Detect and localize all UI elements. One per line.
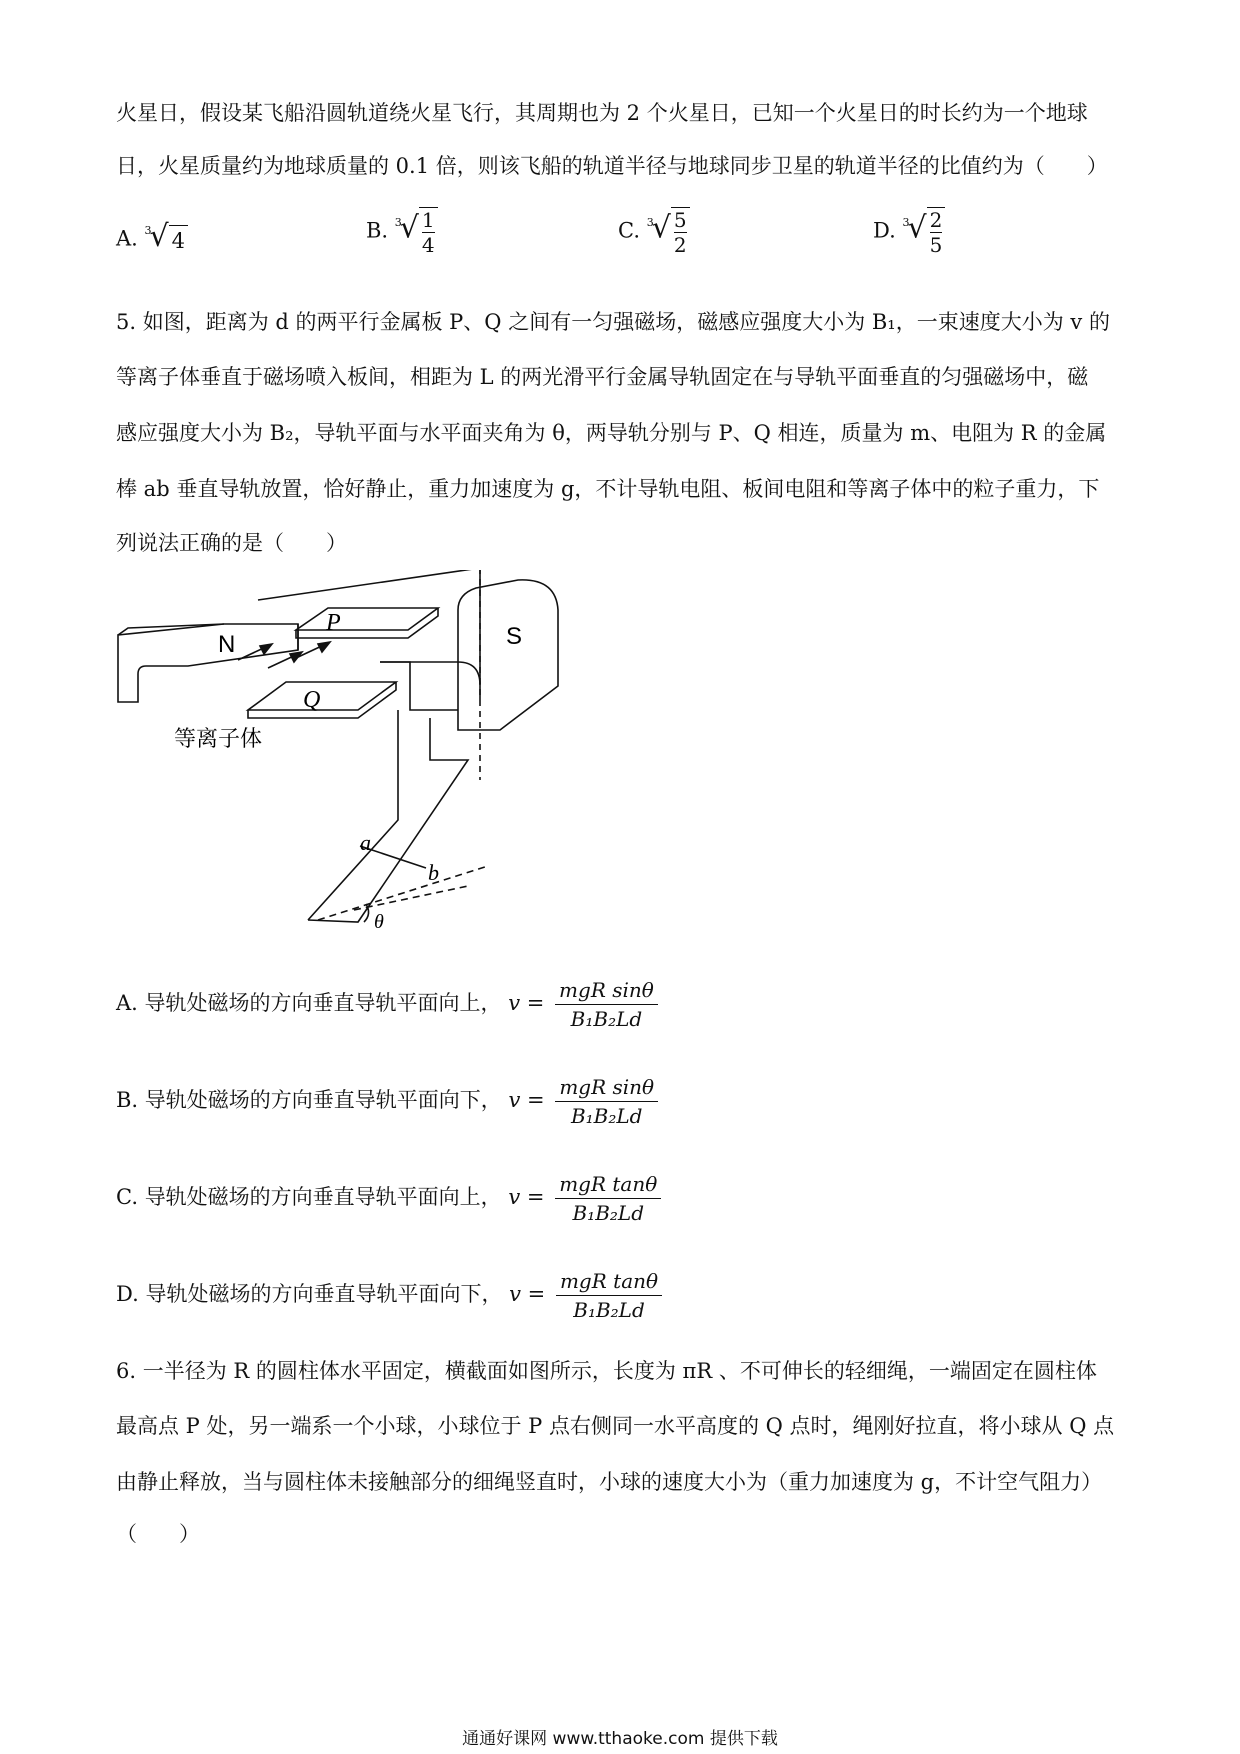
- label-n: N: [218, 631, 236, 658]
- formula-fraction: $\frac{\text{mgR tanθ}}{\text{B₁B₂Ld}}$: [555, 1170, 661, 1227]
- formula-fraction: $\frac{\text{mgR tanθ}}{\text{B₁B₂Ld}}$: [556, 1267, 662, 1324]
- formula-fraction: $\frac{\text{mgR sinθ}}{\text{B₁B₂Ld}}$: [555, 1073, 658, 1130]
- q4-option-d: D. $^3$√ $\frac{2}{5}$: [873, 207, 945, 257]
- q5-text-line-1: 5. 如图，距离为 d 的两平行金属板 P、Q 之间有一匀强磁场，磁感应强度大小为 B₁，一束速度大小为 v 的: [116, 310, 1110, 334]
- label-a: a: [360, 830, 371, 855]
- cube-root: $^3$√ $\frac{2}{5}$: [902, 207, 945, 257]
- magnet-n: [118, 624, 298, 702]
- q5-text-line-3: 感应强度大小为 B₂，导轨平面与水平面夹角为 θ，两导轨分别与 P、Q 相连，质量为 m、电阻为 R 的金属: [116, 421, 1107, 445]
- q5-option-b: B. 导轨处磁场的方向垂直导轨平面向下， v = $\frac{\text{mgR sinθ}}{\text{B₁B₂Ld}}$: [116, 1073, 658, 1130]
- q5-option-a: A. 导轨处磁场的方向垂直导轨平面向上， v = $\frac{\text{mgR sinθ}}{\text{B₁B₂Ld}}$: [116, 976, 658, 1033]
- q5-text-line-4: 棒 ab 垂直导轨放置，恰好静止，重力加速度为 g，不计导轨电阻、板间电阻和等离子体中的粒子重力，下: [116, 477, 1100, 501]
- cube-root: $^3$√ 4: [145, 222, 189, 258]
- rail-right: [308, 718, 468, 922]
- plane-edge: [258, 570, 480, 700]
- magnet-s: [380, 580, 558, 730]
- q4-option-b: B. $^3$√ $\frac{1}{4}$: [366, 207, 438, 257]
- footer-watermark: 通通好课网 www.tthaoke.com 提供下载: [462, 1729, 778, 1749]
- plate-p: [296, 608, 438, 630]
- label-theta: θ: [374, 911, 384, 933]
- label-b: b: [428, 860, 439, 885]
- rail-left: [308, 710, 398, 920]
- label-q: Q: [303, 687, 321, 713]
- label-s: S: [506, 623, 523, 650]
- q5-text-line-5: 列说法正确的是（ ）: [116, 531, 347, 555]
- horizontal-dashed-2: [354, 886, 468, 910]
- label-p: P: [326, 610, 341, 636]
- q4-option-c: C. $^3$√ $\frac{5}{2}$: [618, 207, 690, 257]
- q5-text-line-2: 等离子体垂直于磁场喷入板间，相距为 L 的两光滑平行金属导轨固定在与导轨平面垂直的匀强磁场中，磁: [116, 365, 1089, 389]
- q6-text-line-2: 最高点 P 处，另一端系一个小球，小球位于 P 点右侧同一水平高度的 Q 点时，绳刚好拉直，将小球从 Q 点: [116, 1414, 1115, 1438]
- cube-root: $^3$√ $\frac{1}{4}$: [395, 207, 438, 257]
- horizontal-dashed-1: [318, 866, 488, 920]
- label-plasma: 等离子体: [174, 727, 263, 752]
- q5-option-d: D. 导轨处磁场的方向垂直导轨平面向下， v = $\frac{\text{mgR tanθ}}{\text{B₁B₂Ld}}$: [116, 1267, 662, 1324]
- q6-text-line-3: 由静止释放，当与圆柱体未接触部分的细绳竖直时，小球的速度大小为（重力加速度为 g，不计空气阻力）: [116, 1470, 1103, 1494]
- q6-text-line-4: （ ）: [116, 1522, 200, 1546]
- q5-option-c: C. 导轨处磁场的方向垂直导轨平面向上， v = $\frac{\text{mgR tanθ}}{\text{B₁B₂Ld}}$: [116, 1170, 661, 1227]
- q5-figure: [108, 570, 628, 950]
- cube-root: $^3$√ $\frac{5}{2}$: [647, 207, 690, 257]
- q4-option-a: A. $^3$√ 4: [116, 222, 188, 258]
- formula-fraction: $\frac{\text{mgR sinθ}}{\text{B₁B₂Ld}}$: [555, 976, 658, 1033]
- q4-text-line-1: 火星日，假设某飞船沿圆轨道绕火星飞行，其周期也为 2 个火星日，已知一个火星日的时长约为一个地球: [116, 101, 1088, 125]
- q4-text-line-2: 日，火星质量约为地球质量的 0.1 倍，则该飞船的轨道半径与地球同步卫星的轨道半径的比值约为（ ）: [116, 154, 1108, 178]
- q6-text-line-1: 6. 一半径为 R 的圆柱体水平固定，横截面如图所示，长度为 πR 、不可伸长的轻细绳，一端固定在圆柱体: [116, 1359, 1097, 1383]
